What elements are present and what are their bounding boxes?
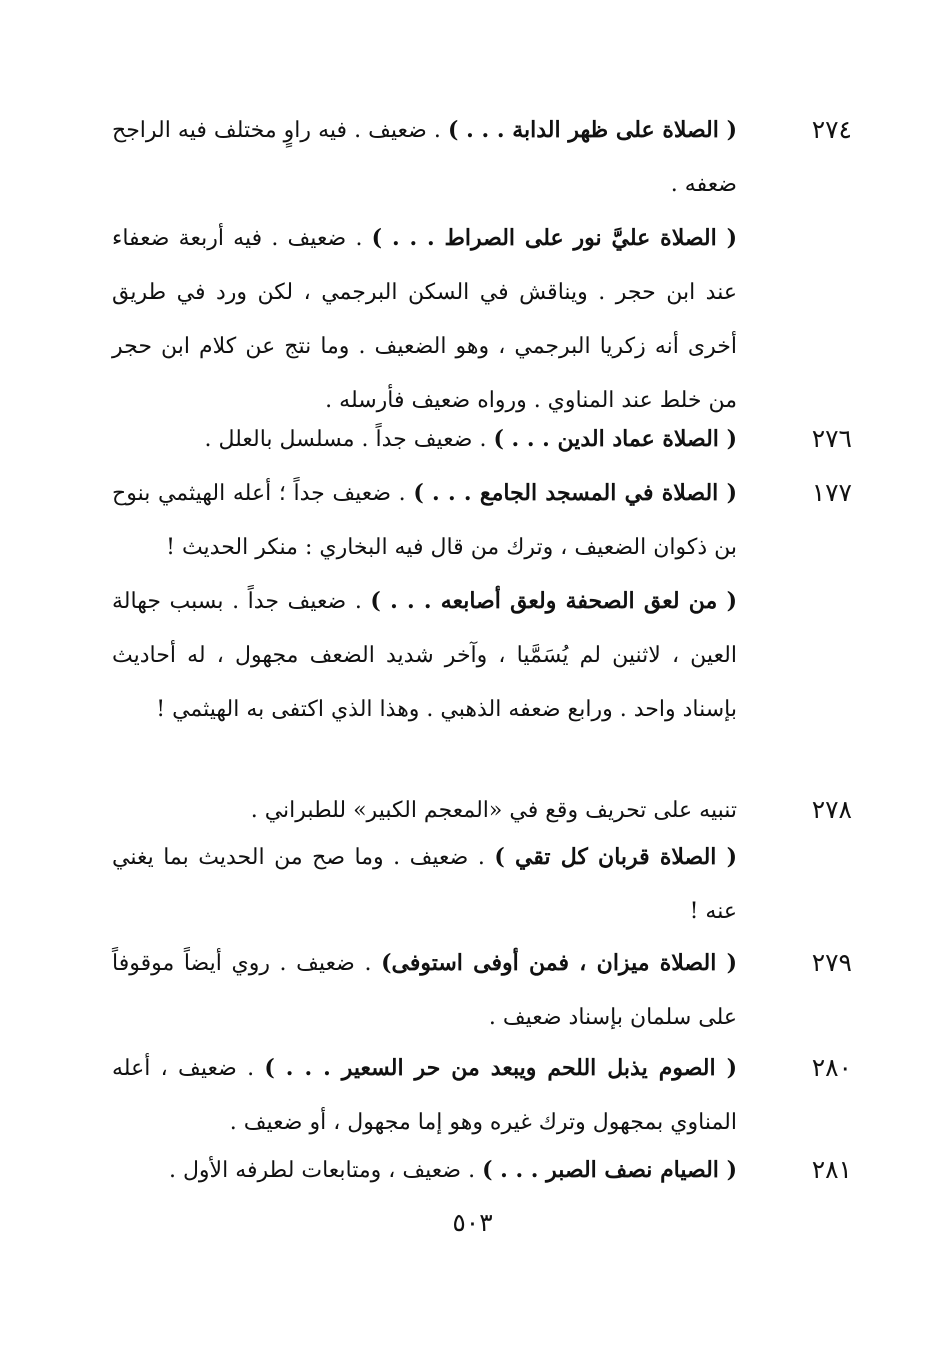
hadith-title: ( الصلاة عماد الدين . . . ) [493,426,737,452]
entry-text [112,574,737,737]
entry-number: ١٧٧ [811,478,852,507]
entry-text [112,1041,737,1150]
page-number: ٥٠٣ [452,1208,493,1237]
entry-number: ٢٧٤ [811,115,852,144]
entry-number: ٢٨١ [811,1155,852,1184]
entry-commentary: . ضعيف . روي أيضاً موقوفاً على سلمان بإسناد ضعيف . [112,951,737,1030]
entry-number: ٢٧٦ [811,424,852,453]
entry-commentary: . ضعيف جداً ؛ أعله الهيثمي بنوح بن ذكوان الضعيف ، وترك من قال فيه البخاري : منكر الحديث ! [112,481,737,560]
entry-commentary: . ضعيف . وما صح من الحديث بما يغني عنه ! [112,845,737,924]
hadith-title: ( الصلاة قربان كل تقي ) [494,844,737,870]
entry-commentary: . ضعيف ، أعله المناوي بمجهول وترك غيره وهو إما مجهول ، أو ضعيف . [112,1056,737,1135]
entry-text [112,936,737,1045]
hadith-title: ( الصلاة على ظهر الدابة . . . ) [447,117,737,143]
entry-text [112,1143,737,1198]
entry-commentary: . ضعيف جداً . بسبب جهالة العين ، لاثنين لم يُسَمَّيا ، وآخر شديد الضعف مجهول ، له أحاديث بإسناد واحد . ورابع ضعفه الذهبي . وهذا الذي اكتفى به الهيثمي ! [112,589,737,722]
entry-commentary: . ضعيف جداً . مسلسل بالعلل . [204,427,494,452]
entry-commentary: . ضعيف ، ومتابعات لطرفه الأول . [168,1158,483,1183]
hadith-title: ( الصيام نصف الصبر . . . ) [482,1157,737,1183]
entry-number: ٢٧٩ [811,948,852,977]
entry-commentary: تنبيه على تحريف وقع في «المعجم الكبير» للطبراني . [250,798,737,823]
hadith-title: ( الصوم يذبل اللحم ويبعد من حر السعير . . . ) [264,1055,737,1081]
entry-text [112,466,737,575]
entry-commentary: . ضعيف . فيه أربعة ضعفاء عند ابن حجر . ويناقش في السكن البرجمي ، لكن ورد في طريق أخرى أنه زكريا البرجمي ، وهو الضعيف . وما نتج عن كلام ابن حجر من خلط عند المناوي . ورواه ضعيف فأرسله . [112,226,737,413]
entry-text [112,830,737,939]
entry-commentary: . ضعيف . فيه راوٍ مختلف فيه الراجح ضعفه . [112,118,737,197]
hadith-title: ( الصلاة في المسجد الجامع . . . ) [413,480,738,506]
hadith-title: ( من لعق الصحفة ولعق أصابعه . . . ) [370,588,737,614]
hadith-title: ( الصلاة ميزان ، فمن أوفى استوفى) [381,950,737,976]
entry-number: ٢٧٨ [811,795,852,824]
entry-text [112,412,737,467]
hadith-title: ( الصلاة عليَّ نور على الصراط . . . ) [371,225,737,251]
entry-text [112,211,737,428]
entry-text [112,103,737,212]
entry-number: ٢٨٠ [811,1053,852,1082]
